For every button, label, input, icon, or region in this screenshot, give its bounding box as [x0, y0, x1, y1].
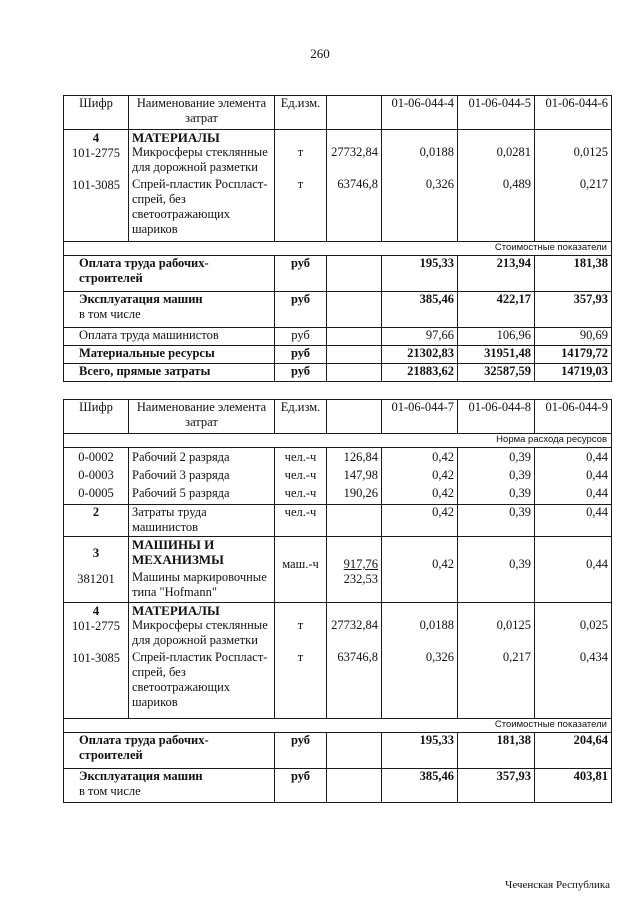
material-price: 27732,84 — [331, 618, 378, 632]
cost-value: 90,69 — [535, 328, 612, 346]
material-value: 0,0125 — [573, 145, 608, 159]
material-value: 0,0125 — [496, 618, 531, 632]
operators-row — [64, 505, 612, 537]
header-col1: 01-06-044-4 — [382, 96, 458, 130]
machine-price: 917,76 — [343, 557, 378, 571]
worker-price: 126,84 — [343, 450, 378, 464]
table-header-row — [64, 96, 612, 130]
material-code: 101-3085 — [72, 178, 120, 192]
header-col2: 01-06-044-5 — [458, 96, 535, 130]
material-unit: т — [297, 650, 304, 664]
cost-unit: руб — [275, 364, 327, 382]
section-title: МАШИНЫ И МЕХАНИЗМЫ — [132, 537, 224, 567]
cost-unit: руб — [275, 256, 327, 292]
worker-unit: чел.-ч — [284, 468, 317, 482]
material-code: 101-2775 — [72, 146, 120, 160]
worker-code: 0-0002 — [78, 450, 114, 464]
cost-value: 97,66 — [382, 328, 458, 346]
header-unit: Ед.изм. — [275, 400, 327, 434]
cost-value: 213,94 — [458, 256, 535, 292]
operators-value: 0,44 — [535, 505, 612, 537]
cost-row — [64, 292, 612, 328]
worker-price: 147,98 — [343, 468, 378, 482]
materials-block — [64, 603, 612, 719]
header-name: Наименование элемента затрат — [129, 96, 275, 130]
worker-unit: чел.-ч — [284, 486, 317, 500]
norm-band-label: Норма расхода ресурсов — [64, 434, 612, 448]
cost-subnote: в том числе — [79, 784, 141, 798]
worker-value: 0,44 — [586, 450, 608, 464]
cost-row — [64, 733, 612, 769]
cost-value: 14719,03 — [535, 364, 612, 382]
material-unit: т — [297, 177, 304, 191]
operators-code: 2 — [64, 505, 129, 537]
resource-table-2 — [63, 399, 612, 803]
material-price: 63746,8 — [337, 177, 378, 191]
material-name: Микросферы стеклянные для дорожной разметки — [132, 618, 268, 647]
cost-subnote: в том числе — [79, 307, 141, 321]
material-unit: т — [297, 145, 304, 159]
header-price — [327, 96, 382, 130]
section-code: 3 — [92, 545, 100, 560]
worker-value: 0,42 — [432, 450, 454, 464]
cost-value: 195,33 — [382, 733, 458, 769]
cost-value: 21883,62 — [382, 364, 458, 382]
cost-row — [64, 256, 612, 292]
header-col3: 01-06-044-6 — [535, 96, 612, 130]
material-value: 0,217 — [579, 177, 608, 191]
worker-value: 0,39 — [509, 450, 531, 464]
worker-value: 0,42 — [432, 468, 454, 482]
cost-value: 181,38 — [535, 256, 612, 292]
material-name: Спрей-пластик Роспласт-спрей, без светоотражающих шариков — [132, 177, 268, 236]
section-code: 4 — [92, 603, 100, 618]
cost-value: 31951,48 — [458, 346, 535, 364]
material-value: 0,0188 — [419, 145, 454, 159]
header-col3: 01-06-044-9 — [535, 400, 612, 434]
material-value: 0,434 — [579, 650, 608, 664]
cost-row — [64, 328, 612, 346]
cost-name: Всего, прямые затраты — [79, 364, 211, 378]
cost-unit: руб — [275, 733, 327, 769]
material-value: 0,326 — [425, 177, 454, 191]
worker-unit: чел.-ч — [284, 450, 317, 464]
worker-value: 0,39 — [509, 468, 531, 482]
machine-unit: маш.-ч — [282, 557, 319, 571]
cost-row — [64, 769, 612, 803]
norm-band-row — [64, 434, 612, 448]
cost-value: 385,46 — [382, 292, 458, 328]
material-value: 0,025 — [579, 618, 608, 632]
section-code: 4 — [92, 130, 100, 145]
cost-name: Материальные ресурсы — [79, 346, 215, 360]
worker-value: 0,42 — [432, 486, 454, 500]
machine-value: 0,42 — [432, 557, 454, 571]
machine-name: Машины маркировочные типа "Hofmann" — [132, 570, 267, 599]
worker-name: Рабочий 2 разряда — [132, 450, 230, 464]
cost-unit: руб — [275, 292, 327, 328]
machine-code: 381201 — [77, 572, 115, 586]
cost-unit: руб — [275, 328, 327, 346]
worker-name: Рабочий 3 разряда — [132, 468, 230, 482]
operators-value: 0,42 — [382, 505, 458, 537]
material-name: Спрей-пластик Роспласт-спрей, без светоотражающих шариков — [132, 650, 268, 709]
cost-name: Оплата труда машинистов — [79, 328, 219, 342]
worker-price: 190,26 — [343, 486, 378, 500]
machines-block — [64, 537, 612, 603]
cost-value: 14179,72 — [535, 346, 612, 364]
operators-name: Затраты труда машинистов — [129, 505, 275, 537]
cost-name: Эксплуатация машин — [79, 769, 203, 783]
header-col1: 01-06-044-7 — [382, 400, 458, 434]
cost-value: 21302,83 — [382, 346, 458, 364]
cost-value: 357,93 — [458, 769, 535, 803]
cost-name: Оплата труда рабочих-строителей — [79, 733, 209, 762]
cost-value: 357,93 — [535, 292, 612, 328]
materials-block — [64, 130, 612, 242]
header-code: Шифр — [64, 400, 129, 434]
cost-value: 181,38 — [458, 733, 535, 769]
header-unit: Ед.изм. — [275, 96, 327, 130]
cost-band-row — [64, 242, 612, 256]
worker-name: Рабочий 5 разряда — [132, 486, 230, 500]
cost-band-label: Стоимостные показатели — [64, 719, 612, 733]
header-code: Шифр — [64, 96, 129, 130]
section-title: МАТЕРИАЛЫ — [132, 130, 220, 145]
material-value: 0,489 — [502, 177, 531, 191]
cost-unit: руб — [275, 769, 327, 803]
resource-table-1 — [63, 95, 612, 382]
cost-band-row — [64, 719, 612, 733]
machine-price-alt: 232,53 — [343, 572, 378, 586]
workers-block — [64, 448, 612, 505]
material-code: 101-3085 — [72, 651, 120, 665]
cost-value: 195,33 — [382, 256, 458, 292]
cost-value: 422,17 — [458, 292, 535, 328]
header-col2: 01-06-044-8 — [458, 400, 535, 434]
section-title: МАТЕРИАЛЫ — [132, 603, 220, 618]
cost-value: 403,81 — [535, 769, 612, 803]
material-code: 101-2775 — [72, 619, 120, 633]
cost-band-label: Стоимостные показатели — [64, 242, 612, 256]
cost-name: Эксплуатация машин — [79, 292, 203, 306]
operators-unit: чел.-ч — [275, 505, 327, 537]
footer-region: Чеченская Республика — [505, 879, 610, 891]
material-value: 0,0188 — [419, 618, 454, 632]
cost-value: 32587,59 — [458, 364, 535, 382]
machine-value: 0,44 — [586, 557, 608, 571]
worker-value: 0,44 — [586, 468, 608, 482]
cost-row — [64, 346, 612, 364]
material-value: 0,217 — [502, 650, 531, 664]
cost-value: 204,64 — [535, 733, 612, 769]
table-header-row — [64, 400, 612, 434]
cost-name: Оплата труда рабочих-строителей — [79, 256, 209, 285]
worker-code: 0-0003 — [78, 468, 114, 482]
cost-value: 385,46 — [382, 769, 458, 803]
material-value: 0,0281 — [496, 145, 531, 159]
page-number: 260 — [310, 46, 330, 61]
material-unit: т — [297, 618, 304, 632]
operators-value: 0,39 — [458, 505, 535, 537]
material-price: 63746,8 — [337, 650, 378, 664]
material-name: Микросферы стеклянные для дорожной разметки — [132, 145, 268, 174]
material-price: 27732,84 — [331, 145, 378, 159]
material-value: 0,326 — [425, 650, 454, 664]
cost-row — [64, 364, 612, 382]
header-name: Наименование элемента затрат — [129, 400, 275, 434]
header-price — [327, 400, 382, 434]
worker-value: 0,44 — [586, 486, 608, 500]
worker-code: 0-0005 — [78, 486, 114, 500]
machine-value: 0,39 — [509, 557, 531, 571]
cost-unit: руб — [275, 346, 327, 364]
cost-value: 106,96 — [458, 328, 535, 346]
worker-value: 0,39 — [509, 486, 531, 500]
